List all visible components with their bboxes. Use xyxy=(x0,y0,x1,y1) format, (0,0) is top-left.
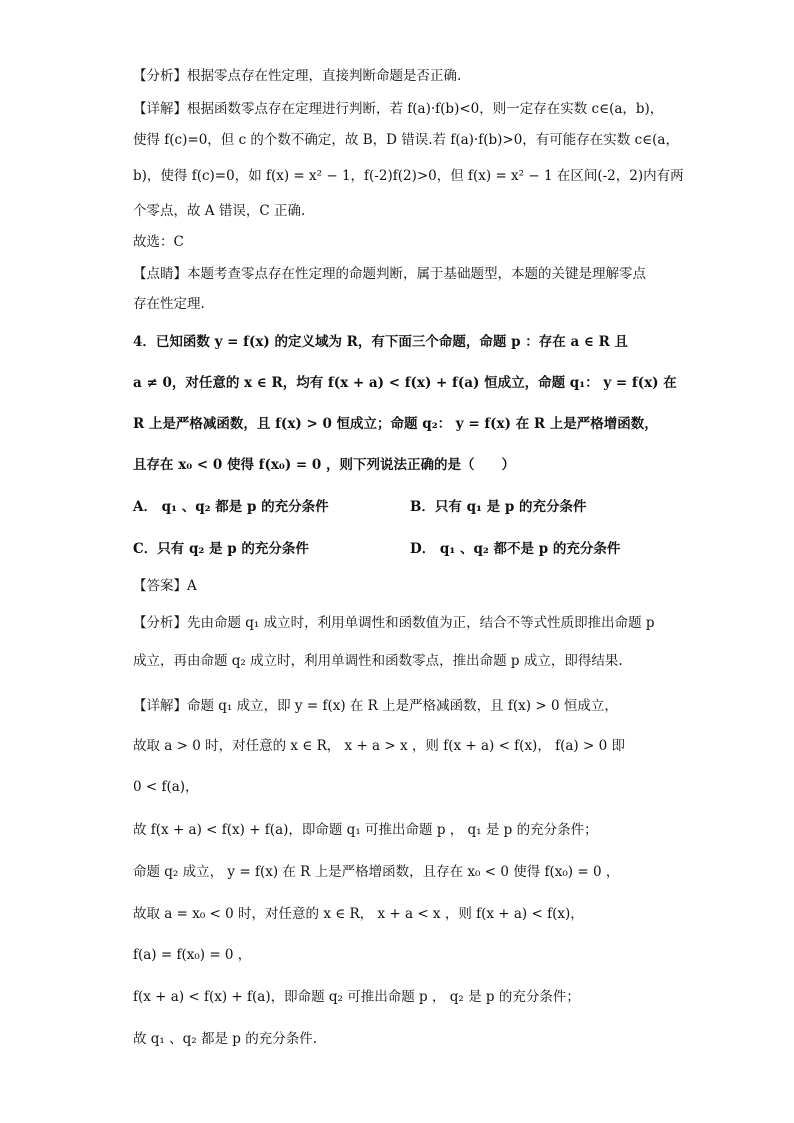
line-text: 0 < f(a)， xyxy=(133,779,199,795)
comment-line xyxy=(133,264,646,284)
line-text: a ≠ 0，对任意的 x ∈ R，均有 f(x + a) < f(x) + f(a) 恒成立，命题 q₁： y = f(x) 在 xyxy=(133,375,677,391)
line-text: 本题考查零点存在性定理的命题判断，属于基础题型，本题的关键是理解零点 xyxy=(187,266,646,282)
option-text: C．只有 q₂ 是 p 的充分条件 xyxy=(133,541,309,557)
detail-line xyxy=(133,201,305,221)
line-text: 使得 f(c)=0，但 c 的个数不确定，故 B，D 错误.若 f(a)·f(b)>0，有可能存在实数 c∈(a， xyxy=(133,132,679,148)
line-text: 故选：C xyxy=(133,234,184,250)
option-b xyxy=(410,497,587,517)
option-text: A． q₁ 、q₂ 都是 p 的充分条件 xyxy=(133,499,329,515)
detail-line xyxy=(133,904,584,924)
detail-line xyxy=(133,945,251,965)
line-text: 存在性定理. xyxy=(133,296,205,312)
comment-line xyxy=(133,294,205,314)
detail-line xyxy=(133,820,598,840)
question-line xyxy=(133,455,515,475)
option-text: B．只有 q₁ 是 p 的充分条件 xyxy=(410,499,587,515)
conclusion-line xyxy=(133,1029,317,1049)
line-text: 先由命题 q₁ 成立时，利用单调性和函数值为正，结合不等式性质即推出命题 p xyxy=(187,615,655,631)
option-d xyxy=(410,539,620,559)
line-text: 故 f(x + a) < f(x) + f(a)，即命题 q₁ 可推出命题 p ， q₁ 是 p 的充分条件； xyxy=(133,822,598,838)
detail-line xyxy=(133,777,199,797)
answer-line xyxy=(133,576,197,596)
section-tag: 【分析】 xyxy=(133,615,187,631)
detail-line xyxy=(133,130,679,150)
detail-line xyxy=(133,166,684,186)
section-tag: 【点睛】 xyxy=(133,266,187,282)
detail-line xyxy=(133,862,619,882)
question-line xyxy=(133,373,677,393)
line-text: 故取 a = x₀ < 0 时，对任意的 x ∈ R， x + a < x ，则 f(x + a) < f(x)， xyxy=(133,906,584,922)
detail-line xyxy=(133,987,580,1007)
line-text: 成立，再由命题 q₂ 成立时，利用单调性和函数零点，推出命题 p 成立，即得结果. xyxy=(133,653,623,669)
line-text: b)，使得 f(c)=0，如 f(x) = x² − 1，f(-2)f(2)>0，但 f(x) = x² − 1 在区间(-2，2)内有两 xyxy=(133,168,684,184)
line-text: 4．已知函数 y = f(x) 的定义域为 R，有下面三个命题，命题 p ：存在 a ∈ R 且 xyxy=(133,334,628,350)
line-text: 根据函数零点存在定理进行判断，若 f(a)·f(b)<0，则一定存在实数 c∈(a，b)， xyxy=(187,101,664,117)
detail-line xyxy=(133,99,663,119)
line-text: 且存在 x₀ < 0 使得 f(x₀) = 0 ，则下列说法正确的是（ ） xyxy=(133,457,516,473)
line-text: R 上是严格减函数，且 f(x) > 0 恒成立；命题 q₂： y = f(x) 在 R 上是严格增函数， xyxy=(133,416,658,432)
section-tag: 【分析】 xyxy=(133,68,187,84)
section-tag: 【详解】 xyxy=(133,698,187,714)
line-text: 故 q₁ 、q₂ 都是 p 的充分条件. xyxy=(133,1031,317,1047)
answer-choice-line xyxy=(133,232,184,252)
option-text: D． q₁ 、q₂ 都不是 p 的充分条件 xyxy=(410,541,621,557)
analysis-line xyxy=(133,66,461,86)
line-text: A xyxy=(187,578,197,594)
section-tag: 【详解】 xyxy=(133,101,187,117)
analysis-line xyxy=(133,613,655,633)
line-text: 命题 q₂ 成立， y = f(x) 在 R 上是严格增函数，且存在 x₀ < 0 使得 f(x₀) = 0 ， xyxy=(133,864,620,880)
detail-line xyxy=(133,696,618,716)
line-text: 根据零点存在性定理，直接判断命题是否正确. xyxy=(187,68,462,84)
line-text: 个零点，故 A 错误，C 正确. xyxy=(133,203,306,219)
option-a xyxy=(133,497,329,517)
detail-line xyxy=(133,736,625,756)
question-line xyxy=(133,414,658,434)
line-text: 命题 q₁ 成立，即 y = f(x) 在 R 上是严格减函数，且 f(x) > 0 恒成立， xyxy=(187,698,618,714)
line-text: f(a) = f(x₀) = 0 ， xyxy=(133,947,252,963)
section-tag: 【答案】 xyxy=(133,578,187,594)
analysis-line xyxy=(133,651,623,671)
option-c xyxy=(133,539,309,559)
line-text: f(x + a) < f(x) + f(a)，即命题 q₂ 可推出命题 p ， q₂ 是 p 的充分条件； xyxy=(133,989,580,1005)
question-line xyxy=(133,332,628,352)
line-text: 故取 a > 0 时，对任意的 x ∈ R， x + a > x ，则 f(x + a) < f(x)， f(a) > 0 即 xyxy=(133,738,625,754)
